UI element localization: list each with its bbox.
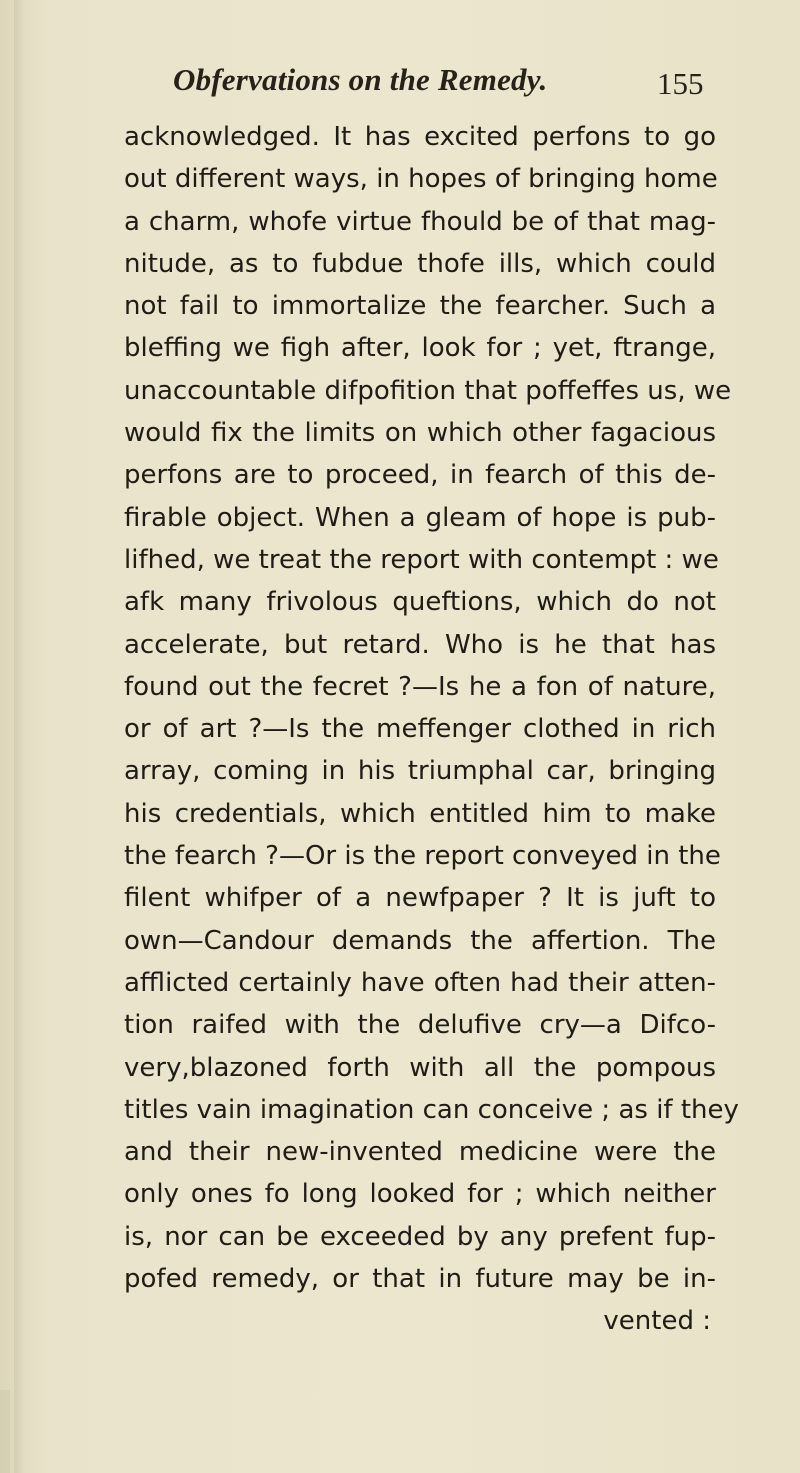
running-head: Obfervations on the Remedy.	[173, 62, 548, 97]
text-line: out different ways, in hopes of bringing home	[124, 164, 718, 195]
text-line: array, coming in his triumphal car, bringing	[124, 756, 716, 787]
text-line: afk many frivolous queftions, which do not	[124, 587, 716, 618]
text-line: his credentials, which entitled him to make	[124, 798, 716, 829]
text-line: and their new-invented medicine were the	[124, 1137, 716, 1168]
text-line: nitude, as to fubdue thofe ills, which could	[124, 248, 716, 279]
text-line: own—Candour demands the affertion. The	[124, 925, 716, 956]
page-gutter-shadow	[14, 0, 24, 1473]
text-line: only ones fo long looked for ; which neither	[124, 1179, 716, 1210]
text-line: bleffing we figh after, look for ; yet, ftrange,	[124, 333, 716, 364]
text-line: lifhed, we treat the report with contempt : we	[124, 544, 719, 575]
text-line: or of art ?—Is the meffenger clothed in rich	[124, 714, 716, 745]
text-line: firable object. When a gleam of hope is pub-	[124, 502, 716, 533]
text-line: the fearch ?—Or is the report conveyed in the	[124, 841, 721, 872]
text-line: tion raifed with the delufive cry—a Difco-	[124, 1010, 716, 1041]
text-line: found out the fecret ?—Is he a fon of nature,	[124, 671, 716, 702]
text-line: perfons are to proceed, in fearch of this de-	[124, 460, 716, 491]
text-line: pofed remedy, or that in future may be in-	[124, 1264, 716, 1295]
text-line: would fix the limits on which other fagacious	[124, 418, 716, 449]
text-line: vented :	[603, 1306, 711, 1337]
text-line: afflicted certainly have often had their atten-	[124, 967, 716, 998]
text-line: titles vain imagination can conceive ; as if they	[124, 1094, 739, 1125]
text-line: acknowledged. It has excited perfons to go	[124, 122, 716, 152]
page-header	[0, 62, 800, 112]
body-text	[124, 116, 739, 1343]
page-edge-shadow	[0, 1390, 10, 1473]
text-line: a charm, whofe virtue fhould be of that mag-	[124, 206, 716, 237]
text-line: is, nor can be exceeded by any prefent fup-	[124, 1221, 716, 1252]
page-number: 155	[657, 66, 704, 101]
text-line: unaccountable difpofition that poffeffes us, we	[124, 375, 732, 406]
text-line: not fail to immortalize the fearcher. Such a	[124, 291, 716, 322]
text-line: filent whifper of a newfpaper ? It is juft to	[124, 883, 716, 914]
text-line: accelerate, but retard. Who is he that has	[124, 629, 716, 660]
text-line: very,blazoned forth with all the pompous	[124, 1052, 716, 1083]
